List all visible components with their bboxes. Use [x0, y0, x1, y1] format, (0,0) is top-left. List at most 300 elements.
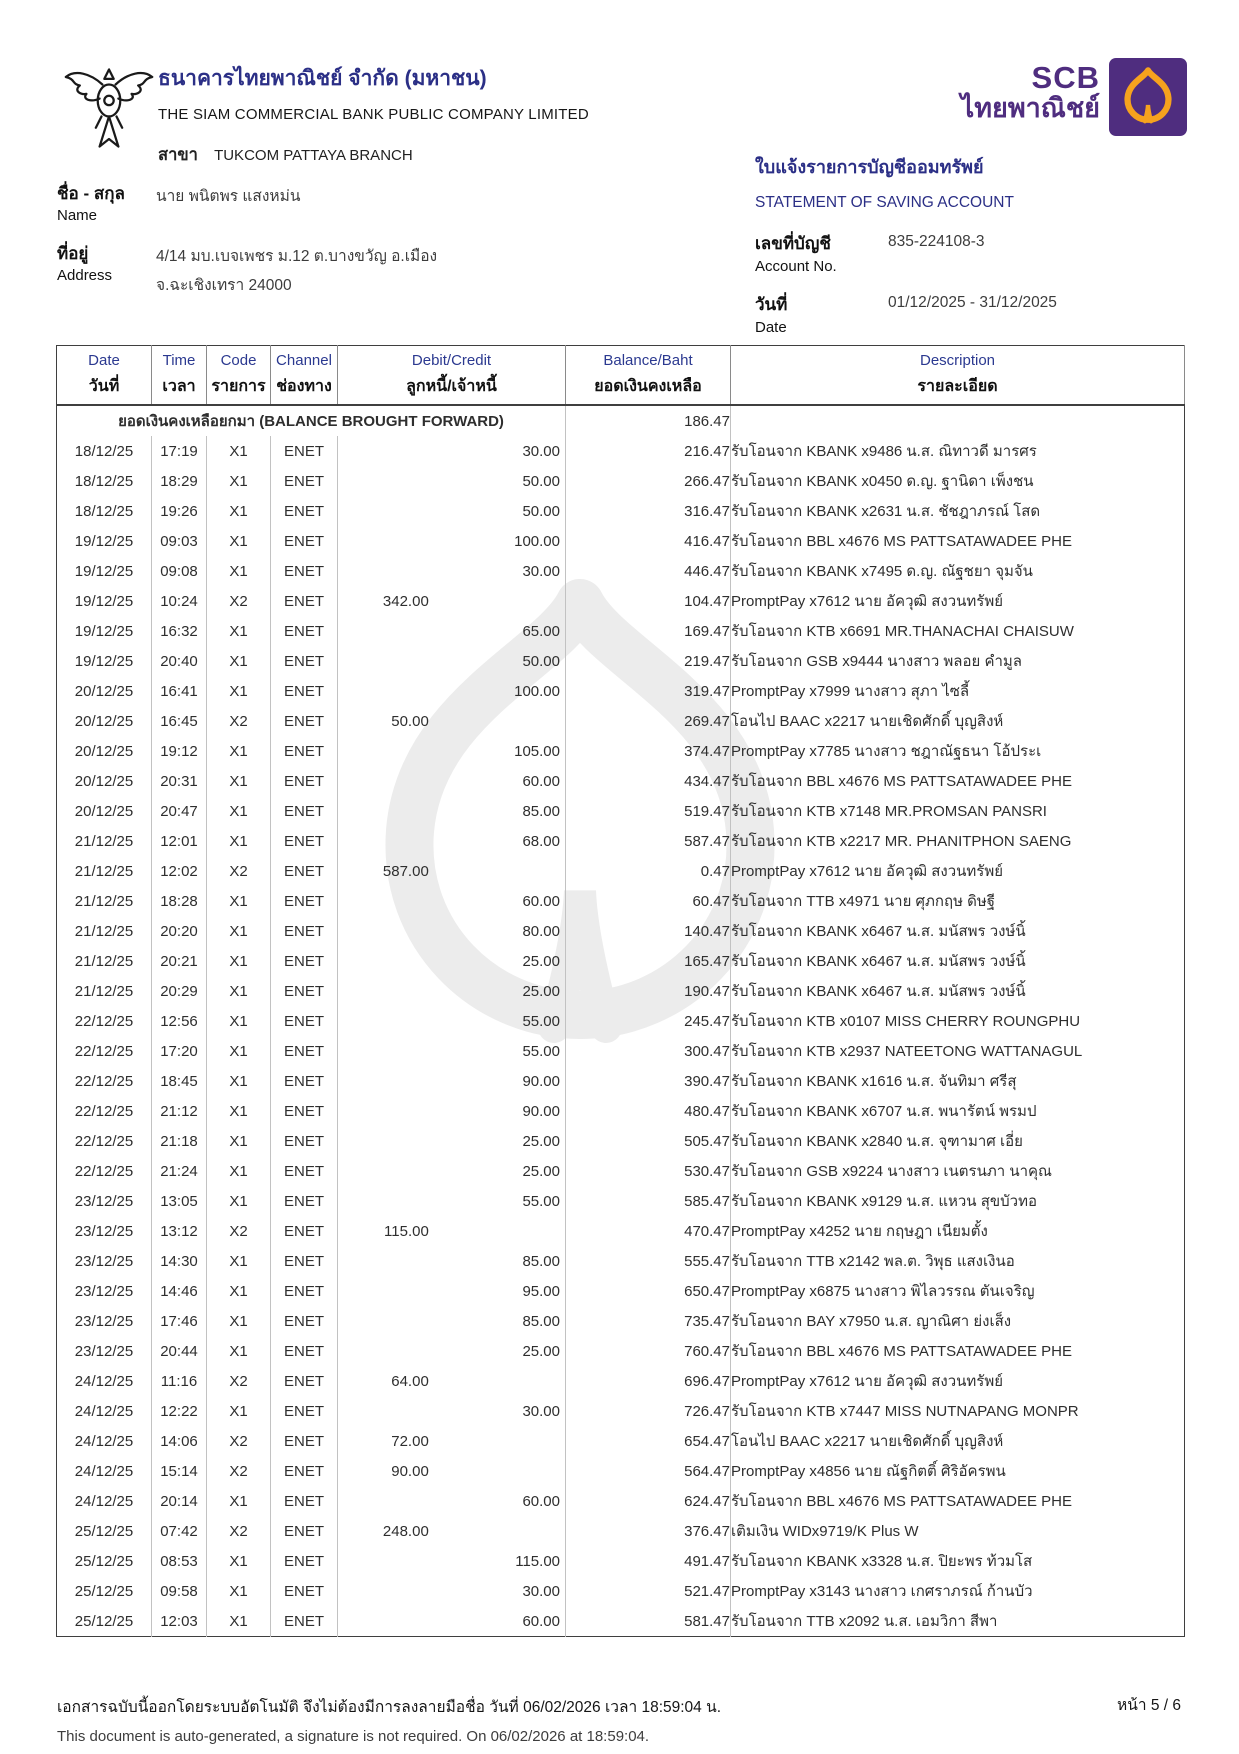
cell-debit-credit: [338, 1216, 566, 1246]
cell-code: X2: [207, 1216, 271, 1246]
table-row: [57, 586, 1185, 616]
cell-channel: ENET: [271, 1336, 338, 1366]
credit-amount: 100.00: [514, 532, 560, 550]
cell-description: [731, 405, 1185, 436]
credit-amount: [429, 1433, 565, 1450]
debit-amount: 72.00: [391, 1432, 429, 1450]
cell-date: 21/12/25: [57, 946, 152, 976]
cell-code: X1: [207, 1306, 271, 1336]
debit-amount: 115.00: [384, 1222, 429, 1240]
garuda-emblem-icon: [62, 56, 156, 160]
cell-channel: ENET: [271, 976, 338, 1006]
cell-time: 14:30: [152, 1246, 207, 1276]
cell-debit-credit: [338, 466, 566, 496]
statement-title-english: STATEMENT OF SAVING ACCOUNT: [755, 194, 1014, 211]
cell-code: X1: [207, 1186, 271, 1216]
cell-balance: 374.47: [566, 736, 731, 766]
credit-amount: 115.00: [515, 1552, 560, 1570]
cell-time: 13:05: [152, 1186, 207, 1216]
debit-amount: [338, 473, 429, 490]
cell-time: 16:45: [152, 706, 207, 736]
cell-date: 19/12/25: [57, 616, 152, 646]
credit-amount: [429, 593, 565, 610]
cell-balance: 470.47: [566, 1216, 731, 1246]
cell-code: X1: [207, 1126, 271, 1156]
cell-channel: ENET: [271, 826, 338, 856]
cell-channel: ENET: [271, 796, 338, 826]
cell-time: 09:03: [152, 526, 207, 556]
table-row: [57, 1246, 1185, 1276]
cell-description: รับโอนจาก KBANK x3328 น.ส. ปิยะพร ท้วมโส: [731, 1553, 1033, 1570]
cell-time: 19:26: [152, 496, 207, 526]
credit-amount: 55.00: [522, 1042, 560, 1060]
cell-date: 20/12/25: [57, 736, 152, 766]
cell-date: 21/12/25: [57, 856, 152, 886]
table-row: [57, 736, 1185, 766]
cell-description: รับโอนจาก KTB x2937 NATEETONG WATTANAGUL: [731, 1043, 1083, 1060]
cell-balance: 0.47: [566, 856, 731, 886]
cell-balance: 316.47: [566, 496, 731, 526]
table-row: [57, 1276, 1185, 1306]
cell-description: PromptPay x3143 นางสาว เกศราภรณ์ ก้านบัว: [731, 1583, 1033, 1600]
debit-amount: [338, 953, 429, 970]
cell-time: 20:29: [152, 976, 207, 1006]
footer-note-thai: เอกสารฉบับนี้ออกโดยระบบอัตโนมัติ จึงไม่ต้องมีการลงลายมือชื่อ วันที่ 06/02/2026 เวลา 18:59:04 น.: [57, 1699, 722, 1716]
cell-time: 20:47: [152, 796, 207, 826]
name-label-english: Name: [57, 207, 98, 224]
cell-code: X1: [207, 1486, 271, 1516]
cell-code: X2: [207, 586, 271, 616]
cell-time: 17:46: [152, 1306, 207, 1336]
cell-description: รับโอนจาก KTB x7447 MISS NUTNAPANG MONPR: [731, 1403, 1079, 1420]
cell-channel: ENET: [271, 1036, 338, 1066]
cell-time: 20:21: [152, 946, 207, 976]
cell-description: รับโอนจาก KBANK x6467 น.ส. มนัสพร วงษ์นิ้: [731, 953, 1026, 970]
cell-channel: ENET: [271, 1516, 338, 1546]
account-label-thai: เลขที่บัญชี: [755, 234, 831, 253]
cell-time: 19:12: [152, 736, 207, 766]
debit-amount: [338, 683, 429, 700]
cell-description: เติมเงิน WIDx9719/K Plus W: [731, 1523, 919, 1540]
footer-note-english: This document is auto-generated, a signature is not required. On 06/02/2026 at 18:59:04.: [57, 1728, 650, 1745]
cell-code: X1: [207, 676, 271, 706]
cell-description: รับโอนจาก GSB x9444 นางสาว พลอย คำมูล: [731, 653, 1022, 670]
debit-amount: [338, 1193, 429, 1210]
cell-debit-credit: [338, 736, 566, 766]
credit-amount: 30.00: [522, 1582, 560, 1600]
debit-amount: [338, 653, 429, 670]
cell-time: 12:56: [152, 1006, 207, 1036]
debit-amount: [338, 1583, 429, 1600]
cell-date: 24/12/25: [57, 1426, 152, 1456]
address-line-1: 4/14 มบ.เบจเพชร ม.12 ต.บางขวัญ อ.เมือง: [156, 248, 438, 265]
cell-date: 22/12/25: [57, 1156, 152, 1186]
credit-amount: 90.00: [522, 1102, 560, 1120]
cell-channel: ENET: [271, 1426, 338, 1456]
table-row: [57, 1006, 1185, 1036]
cell-debit-credit: [338, 1426, 566, 1456]
cell-date: 23/12/25: [57, 1276, 152, 1306]
table-row: [57, 526, 1185, 556]
cell-balance: 726.47: [566, 1396, 731, 1426]
table-row: [57, 496, 1185, 526]
cell-code: X1: [207, 766, 271, 796]
cell-code: X1: [207, 1606, 271, 1637]
table-row: [57, 466, 1185, 496]
cell-channel: ENET: [271, 1006, 338, 1036]
cell-code: X1: [207, 526, 271, 556]
cell-time: 12:03: [152, 1606, 207, 1637]
cell-balance: 245.47: [566, 1006, 731, 1036]
cell-description: รับโอนจาก TTB x2142 พล.ต. วิพุธ แสงเงินอ: [731, 1253, 1015, 1270]
cell-balance: 300.47: [566, 1036, 731, 1066]
cell-description: โอนไป BAAC x2217 นายเชิดศักดิ์ บุญสิงห์: [731, 1433, 1004, 1450]
cell-time: 17:20: [152, 1036, 207, 1066]
credit-amount: 90.00: [522, 1072, 560, 1090]
cell-debit-credit: [338, 1066, 566, 1096]
cell-date: 21/12/25: [57, 976, 152, 1006]
date-label-english: Date: [755, 319, 787, 336]
debit-amount: [338, 1553, 429, 1570]
cell-balance: 650.47: [566, 1276, 731, 1306]
cell-time: 12:02: [152, 856, 207, 886]
debit-amount: [338, 923, 429, 940]
column-header-debit-credit: Debit/Credit ลูกหนี้/เจ้าหนี้: [338, 346, 566, 406]
cell-time: 18:29: [152, 466, 207, 496]
table-row: [57, 1546, 1185, 1576]
debit-amount: [338, 533, 429, 550]
cell-debit-credit: [338, 706, 566, 736]
cell-debit-credit: [338, 1156, 566, 1186]
cell-date: 18/12/25: [57, 436, 152, 466]
cell-balance: 169.47: [566, 616, 731, 646]
statement-date-range: 01/12/2025 - 31/12/2025: [888, 294, 1057, 311]
cell-channel: ENET: [271, 766, 338, 796]
cell-date: 25/12/25: [57, 1576, 152, 1606]
cell-channel: ENET: [271, 1366, 338, 1396]
cell-date: 22/12/25: [57, 1006, 152, 1036]
cell-channel: ENET: [271, 1456, 338, 1486]
cell-time: 18:28: [152, 886, 207, 916]
table-row: [57, 976, 1185, 1006]
cell-date: 23/12/25: [57, 1246, 152, 1276]
debit-amount: [338, 1613, 429, 1630]
cell-description: รับโอนจาก KTB x0107 MISS CHERRY ROUNGPHU: [731, 1013, 1081, 1030]
cell-balance: 530.47: [566, 1156, 731, 1186]
cell-description: รับโอนจาก KTB x6691 MR.THANACHAI CHAISUW: [731, 623, 1074, 640]
cell-code: X1: [207, 1396, 271, 1426]
cell-description: PromptPay x7612 นาย อัควุฒิ สงวนทรัพย์: [731, 863, 1003, 880]
cell-channel: ENET: [271, 496, 338, 526]
table-row: [57, 856, 1185, 886]
cell-description: รับโอนจาก BBL x4676 MS PATTSATAWADEE PHE: [731, 1493, 1072, 1510]
debit-amount: [338, 443, 429, 460]
cell-debit-credit: [338, 1396, 566, 1426]
cell-description: รับโอนจาก GSB x9224 นางสาว เนตรนภา นาคุณ: [731, 1163, 1052, 1180]
cell-time: 16:41: [152, 676, 207, 706]
cell-description: โอนไป BAAC x2217 นายเชิดศักดิ์ บุญสิงห์: [731, 713, 1004, 730]
cell-date: 21/12/25: [57, 886, 152, 916]
cell-balance: 491.47: [566, 1546, 731, 1576]
cell-time: 17:19: [152, 436, 207, 466]
debit-amount: [338, 1253, 429, 1270]
table-row: [57, 1336, 1185, 1366]
cell-debit-credit: [338, 1276, 566, 1306]
cell-balance: 186.47: [566, 405, 731, 436]
cell-date: 25/12/25: [57, 1516, 152, 1546]
cell-code: X2: [207, 1456, 271, 1486]
credit-amount: 60.00: [522, 772, 560, 790]
cell-code: X1: [207, 1336, 271, 1366]
cell-date: 20/12/25: [57, 796, 152, 826]
credit-amount: 60.00: [522, 892, 560, 910]
cell-balance: 319.47: [566, 676, 731, 706]
credit-amount: [429, 863, 565, 880]
cell-debit-credit: [338, 1486, 566, 1516]
cell-time: 20:40: [152, 646, 207, 676]
cell-balance: 266.47: [566, 466, 731, 496]
account-number: 835-224108-3: [888, 233, 985, 250]
cell-debit-credit: [338, 1546, 566, 1576]
cell-description: รับโอนจาก KBANK x0450 ด.ญ. ฐานิดา เพ็งชน: [731, 473, 1034, 490]
cell-balance: 521.47: [566, 1576, 731, 1606]
cell-time: 14:46: [152, 1276, 207, 1306]
table-row: [57, 1126, 1185, 1156]
debit-amount: 64.00: [391, 1372, 429, 1390]
debit-amount: 90.00: [391, 1462, 429, 1480]
cell-date: 20/12/25: [57, 706, 152, 736]
cell-debit-credit: [338, 1096, 566, 1126]
cell-debit-credit: [338, 676, 566, 706]
cell-description: รับโอนจาก KTB x7148 MR.PROMSAN PANSRI: [731, 803, 1047, 820]
cell-code: X1: [207, 1006, 271, 1036]
cell-time: 08:53: [152, 1546, 207, 1576]
cell-balance: 760.47: [566, 1336, 731, 1366]
cell-channel: ENET: [271, 526, 338, 556]
cell-time: 18:45: [152, 1066, 207, 1096]
cell-channel: ENET: [271, 736, 338, 766]
cell-balance: 735.47: [566, 1306, 731, 1336]
column-header-description: Description รายละเอียด: [731, 346, 1185, 406]
cell-time: 12:22: [152, 1396, 207, 1426]
cell-balance: 434.47: [566, 766, 731, 796]
cell-date: 22/12/25: [57, 1036, 152, 1066]
cell-balance: 269.47: [566, 706, 731, 736]
cell-time: 11:16: [152, 1366, 207, 1396]
cell-description: รับโอนจาก KBANK x6467 น.ส. มนัสพร วงษ์นิ้: [731, 923, 1026, 940]
credit-amount: 105.00: [514, 742, 560, 760]
cell-code: X1: [207, 736, 271, 766]
cell-time: 15:14: [152, 1456, 207, 1486]
debit-amount: [338, 1133, 429, 1150]
credit-amount: 68.00: [522, 832, 560, 850]
debit-amount: [338, 833, 429, 850]
credit-amount: 30.00: [522, 1402, 560, 1420]
credit-amount: [429, 1373, 565, 1390]
credit-amount: 80.00: [522, 922, 560, 940]
cell-balance: 587.47: [566, 826, 731, 856]
cell-debit-credit: [338, 1036, 566, 1066]
cell-code: X1: [207, 616, 271, 646]
table-row: [57, 886, 1185, 916]
cell-balance: 190.47: [566, 976, 731, 1006]
cell-channel: ENET: [271, 1396, 338, 1426]
cell-debit-credit: [338, 586, 566, 616]
cell-balance: 140.47: [566, 916, 731, 946]
bank-identity: [158, 62, 589, 168]
cell-balance: 416.47: [566, 526, 731, 556]
cell-code: X2: [207, 1516, 271, 1546]
cell-date: 18/12/25: [57, 466, 152, 496]
cell-debit-credit: [338, 1456, 566, 1486]
cell-description: รับโอนจาก TTB x4971 นาย ศุภกฤษ ดิษฐี: [731, 893, 996, 910]
cell-balance: 104.47: [566, 586, 731, 616]
column-header-channel: Channel ช่องทาง: [271, 346, 338, 406]
cell-balance: 219.47: [566, 646, 731, 676]
cell-code: X1: [207, 436, 271, 466]
cell-date: 23/12/25: [57, 1306, 152, 1336]
cell-code: X1: [207, 1546, 271, 1576]
table-row: [57, 1216, 1185, 1246]
table-row: [57, 1426, 1185, 1456]
credit-amount: 30.00: [522, 562, 560, 580]
cell-debit-credit: [338, 1576, 566, 1606]
cell-debit-credit: [338, 946, 566, 976]
cell-time: 14:06: [152, 1426, 207, 1456]
cell-channel: ENET: [271, 1576, 338, 1606]
cell-channel: ENET: [271, 856, 338, 886]
cell-channel: ENET: [271, 646, 338, 676]
cell-date: 21/12/25: [57, 916, 152, 946]
debit-amount: [338, 1343, 429, 1360]
cell-description: รับโอนจาก BBL x4676 MS PATTSATAWADEE PHE: [731, 773, 1072, 790]
cell-date: 22/12/25: [57, 1126, 152, 1156]
cell-date: 24/12/25: [57, 1486, 152, 1516]
debit-amount: [338, 1313, 429, 1330]
scb-logo-text-th: ไทยพาณิชย์: [960, 93, 1100, 123]
table-row: [57, 676, 1185, 706]
cell-debit-credit: [338, 826, 566, 856]
cell-channel: ENET: [271, 1126, 338, 1156]
credit-amount: 25.00: [522, 982, 560, 1000]
credit-amount: 50.00: [522, 652, 560, 670]
cell-description: รับโอนจาก KBANK x9486 น.ส. ณิทาวดี มารศร: [731, 443, 1037, 460]
cell-time: 09:58: [152, 1576, 207, 1606]
scb-logo-text-en: SCB: [1031, 60, 1100, 95]
cell-debit-credit: [338, 796, 566, 826]
table-row: [57, 796, 1185, 826]
transactions-body: [57, 405, 1185, 1637]
cell-channel: ENET: [271, 1156, 338, 1186]
date-label-thai: วันที่: [755, 295, 788, 314]
cell-debit-credit: [338, 1246, 566, 1276]
cell-description: รับโอนจาก KBANK x2840 น.ส. จุฑามาศ เอี่ย: [731, 1133, 1023, 1150]
cell-time: 09:08: [152, 556, 207, 586]
table-row: [57, 646, 1185, 676]
cell-date: 23/12/25: [57, 1216, 152, 1246]
cell-description: รับโอนจาก KBANK x1616 น.ส. จันทิมา ศรีสุ: [731, 1073, 1017, 1090]
cell-code: X1: [207, 826, 271, 856]
cell-debit-credit: [338, 886, 566, 916]
table-row: [57, 1096, 1185, 1126]
credit-amount: 50.00: [522, 502, 560, 520]
cell-code: X1: [207, 796, 271, 826]
cell-debit-credit: [338, 1306, 566, 1336]
cell-channel: ENET: [271, 1066, 338, 1096]
cell-description: รับโอนจาก KBANK x6707 น.ส. พนารัตน์ พรมป: [731, 1103, 1037, 1120]
debit-amount: [338, 1493, 429, 1510]
cell-balance: 519.47: [566, 796, 731, 826]
table-row: [57, 946, 1185, 976]
cell-time: 20:14: [152, 1486, 207, 1516]
debit-amount: [338, 1043, 429, 1060]
account-label-english: Account No.: [755, 258, 837, 275]
credit-amount: [429, 1523, 565, 1540]
cell-debit-credit: [338, 496, 566, 526]
cell-channel: ENET: [271, 916, 338, 946]
cell-channel: ENET: [271, 466, 338, 496]
cell-balance: 585.47: [566, 1186, 731, 1216]
cell-debit-credit: [338, 1516, 566, 1546]
table-row: [57, 826, 1185, 856]
cell-channel: ENET: [271, 676, 338, 706]
cell-code: X1: [207, 466, 271, 496]
cell-description: รับโอนจาก BBL x4676 MS PATTSATAWADEE PHE: [731, 533, 1072, 550]
cell-description: รับโอนจาก KBANK x6467 น.ส. มนัสพร วงษ์นิ้: [731, 983, 1026, 1000]
table-row: [57, 1366, 1185, 1396]
debit-amount: [338, 893, 429, 910]
cell-date: 22/12/25: [57, 1096, 152, 1126]
cell-time: 10:24: [152, 586, 207, 616]
cell-balance: 446.47: [566, 556, 731, 586]
table-row: [57, 1396, 1185, 1426]
credit-amount: 55.00: [522, 1192, 560, 1210]
cell-debit-credit: [338, 1006, 566, 1036]
cell-balance: 60.47: [566, 886, 731, 916]
cell-code: X2: [207, 1426, 271, 1456]
cell-time: 20:44: [152, 1336, 207, 1366]
name-label-thai: ชื่อ - สกุล: [57, 184, 125, 203]
cell-channel: ENET: [271, 1606, 338, 1637]
cell-code: X1: [207, 1156, 271, 1186]
cell-date: 20/12/25: [57, 766, 152, 796]
cell-code: X1: [207, 1066, 271, 1096]
cell-debit-credit: [338, 856, 566, 886]
debit-amount: [338, 743, 429, 760]
cell-date: 25/12/25: [57, 1546, 152, 1576]
cell-debit-credit: [338, 526, 566, 556]
page-number: หน้า 5 / 6: [1117, 1697, 1181, 1714]
cell-channel: ENET: [271, 436, 338, 466]
cell-balance: 165.47: [566, 946, 731, 976]
scb-leaf-icon: [1109, 58, 1187, 136]
cell-balance: 480.47: [566, 1096, 731, 1126]
credit-amount: 55.00: [522, 1012, 560, 1030]
cell-time: 13:12: [152, 1216, 207, 1246]
credit-amount: 25.00: [522, 952, 560, 970]
scb-logo: [961, 58, 1187, 136]
cell-channel: ENET: [271, 706, 338, 736]
table-row: [57, 1516, 1185, 1546]
table-row: [57, 1186, 1185, 1216]
credit-amount: 100.00: [514, 682, 560, 700]
address-label-english: Address: [57, 267, 113, 284]
cell-debit-credit: [338, 976, 566, 1006]
table-row: [57, 1576, 1185, 1606]
cell-time: 20:31: [152, 766, 207, 796]
table-row: [57, 1066, 1185, 1096]
cell-code: X1: [207, 1096, 271, 1126]
